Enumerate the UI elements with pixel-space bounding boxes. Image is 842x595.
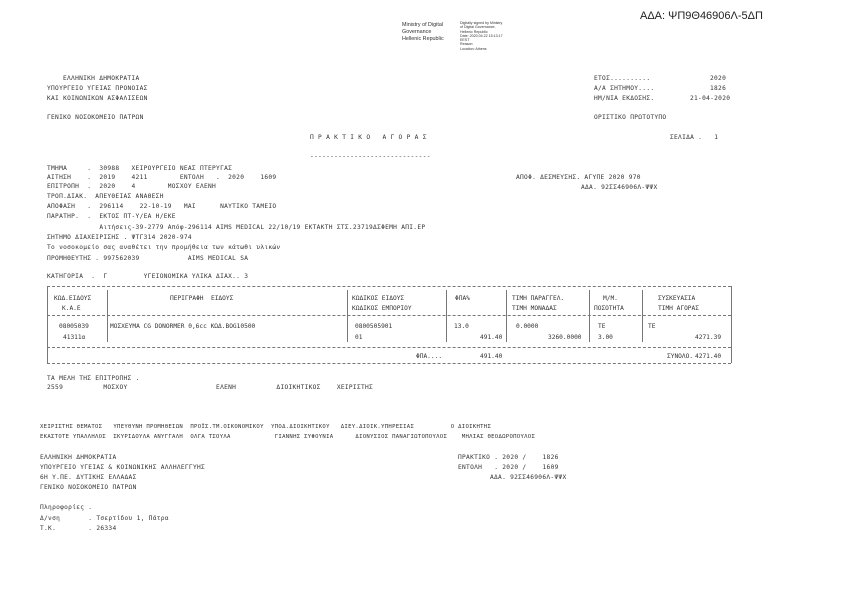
page-number: ΣΕΛΙΔΑ . 1 bbox=[670, 134, 719, 141]
row-kae: 41311α bbox=[63, 334, 86, 341]
info-line-10: ΠΡΟΜΗΘΕΥΤΗΣ . 997562039 AIMS MEDICAL SA bbox=[47, 255, 249, 262]
row-order-price: 0.0000 bbox=[516, 323, 539, 330]
header-item-id: ΚΩΔΙΚΟΣ ΕΙΔΟΥΣ bbox=[352, 295, 405, 302]
category-line: ΚΑΤΗΓΟΡΙΑ . Γ ΥΓΕΙΟΝΟΜΙΚΑ ΥΛΙΚΑ ΔΙΑΧ.. 3 bbox=[47, 273, 249, 280]
vat-total-value: 491.40 bbox=[480, 353, 503, 360]
title-underline: ------------------------------ bbox=[310, 153, 431, 160]
header-packaging: ΣΥΣΚΕΥΑΣΙΑ bbox=[658, 295, 696, 302]
footer-left-2: ΥΠΟΥΡΓΕΙΟ ΥΓΕΙΑΣ & ΚΟΙΝΩΝΙΚΗΣ ΑΛΛΗΛΕΓΓΥΗΣ bbox=[40, 464, 206, 471]
vat-total-label: ΦΠΑ.... bbox=[416, 353, 443, 360]
row-quantity: 3.00 bbox=[598, 334, 613, 341]
row-purchase-price: 4271.39 bbox=[695, 334, 722, 341]
footer-left-1: ΕΛΛΗΝΙΚΗ ΔΗΜΟΚΡΑΤΙΑ bbox=[40, 454, 117, 461]
info-line-6: ΠΑΡΑΤΗΡ. . ΕΚΤΟΣ ΠΤ-Υ/ΕΑ Η/ΕΚΕ bbox=[47, 213, 176, 220]
header-quantity: ΠΟΣΟΤΗΤΑ bbox=[594, 305, 624, 312]
original-copy: ΟΡΙΣΤΙΚΟ ΠΡΩΤΟΤΥΠΟ bbox=[594, 114, 667, 121]
document-title: Π Ρ Α Κ Τ Ι Κ Ο Α Γ Ο Ρ Α Σ bbox=[310, 134, 427, 141]
info-line-7: Αιτήσεις-39-2779 Απόφ-296114 AIMS MEDICAL 22/10/19 ΕΚΤΑΚΤΗ ΣΤΣ.23719ΔΣΦΕΜΗ ΑΠΙ.ΕΡ bbox=[47, 224, 426, 231]
footer-report-ref: ΠΡΑΚΤΙΚΟ . 2020 / 1826 bbox=[458, 454, 559, 461]
ada-code: ΑΔΑ: ΨΠ9Θ46906Λ-5ΔΠ bbox=[640, 10, 763, 22]
info-line-4: ΤΡΟΠ.ΔΙΑΚ. ΑΠΕΥΘΕΙΑΣ ΑΝΑΘΕΣΗ bbox=[47, 193, 164, 200]
header-unit-price: ΤΙΜΗ ΜΟΝΑΔΑΣ bbox=[512, 305, 557, 312]
row-vat-amount: 491.40 bbox=[480, 334, 503, 341]
info-line-5: ΑΠΟΦΑΣΗ . 296114 22-10-19 ΜΑΙ ΝΑΥΤΙΚΟ ΤΑΜΕΙΟ bbox=[47, 203, 277, 210]
commitment-ada: ΑΔΑ. 92ΣΣ46906Λ-ΨΨΧ bbox=[581, 184, 658, 191]
row-item-code: 08005039 bbox=[59, 323, 89, 330]
contact-address: Δ/νση . Τσερτίδου 1, Πάτρα bbox=[40, 515, 169, 522]
contact-postcode: Τ.Κ. . 26334 bbox=[40, 525, 117, 532]
row-unit: ΤΕ bbox=[598, 323, 606, 330]
row-vat-rate: 13.0 bbox=[454, 323, 469, 330]
row-unit-price: 3260.0000 bbox=[548, 334, 582, 341]
info-line-2: ΑΙΤΗΣΗ . 2019 4211 ΕΝΤΟΛΗ . 2020 1609 bbox=[47, 174, 277, 181]
header-vendor-code: ΚΩΔΙΚΟΣ ΕΜΠΟΡΙΟΥ bbox=[352, 305, 412, 312]
contact-heading: Πληροφορίες . bbox=[40, 504, 93, 511]
row-packaging: ΤΕ bbox=[648, 323, 656, 330]
signatory-titles: ΧΕΙΡΙΣΤΗΣ ΘΕΜΑΤΟΣ ΥΠΕΥΘΥΝΗ ΠΡΟΜΗΘΕΙΩΝ ΠΡΟΪΣ.ΤΜ.ΟΙΚΟΝΟΜΙΚΟΥ ΥΠΟΔ.ΔΙΟΙΚΗΤΙΚΟΥ ΔΙΕΥ.ΔΙΟΙΚ.ΥΠΗΡΕΣΙΑΣ Ο ΔΙΟΙΚΗΤΗΣ bbox=[40, 424, 492, 430]
serial-value: 1826 bbox=[710, 85, 727, 92]
header-vat: ΦΠΑ% bbox=[455, 295, 470, 302]
committee-heading: ΤΑ ΜΕΛΗ ΤΗΣ ΕΠΙΤΡΟΠΗΣ . bbox=[47, 375, 140, 382]
header-order-price: ΤΙΜΗ ΠΑΡΑΓΓΕΛ. bbox=[512, 295, 565, 302]
info-line-9: Το νοσοκομείο σας αναθέτει την προμήθεια των κάτωθι υλικών bbox=[47, 244, 281, 251]
committee-member: 2559 ΜΟΣΧΟΥ ΕΛΕΝΗ ΔΙΟΙΚΗΤΙΚΟΣ ΧΕΙΡΙΣΤΗΣ bbox=[47, 384, 374, 391]
info-line-3: ΕΠΙΤΡΟΠΗ . 2020 4 ΜΟΣΧΟΥ ΕΛΕΝΗ bbox=[47, 183, 217, 190]
row-vendor-code: 01 bbox=[355, 334, 363, 341]
commitment-decision: ΑΠΟΦ. ΔΕΣΜΕΥΣΗΣ. ΑΓΥΠΕ 2020 970 bbox=[516, 174, 641, 181]
year-value: 2020 bbox=[710, 75, 727, 82]
header-left-1: ΕΛΛΗΝΙΚΗ ΔΗΜΟΚΡΑΤΙΑ bbox=[63, 75, 140, 82]
header-kae: Κ.Α.Ε bbox=[62, 305, 81, 312]
header-description: ΠΕΡΙΓΡΑΦΗ ΕΙΔΟΥΣ bbox=[170, 295, 234, 302]
header-item-code: ΚΩΔ.ΕΙΔΟΥΣ bbox=[54, 295, 92, 302]
info-line-1: ΤΜΗΜΑ . 30988 ΧΕΙΡΟΥΡΓΕΙΟ ΝΕΑΣ ΠΤΕΡΥΓΑΣ bbox=[47, 165, 233, 172]
signatory-names: ΕΚΑΣΤΟΤΕ ΥΠΑΛΛΗΛΟΣ ΣΚΥΡΙΔΟΥΛΑ ΑΝΥΓΓΑΛΗ ΟΛΓΑ ΤΣΟΥΛΑ ΓΙΑΝΝΗΣ ΣΥΦΟΥΝΙΑ ΔΙΟΝΥΣΙΟΣ ΠΑΝΑΓΙΩΤΟΠΟΥΛΟΣ ΜΗΛΙΑΣ ΘΕΟΔΩΡΟΠΟΥΛΟΣ bbox=[40, 434, 536, 440]
signature-org: Ministry of Digital Governance Hellenic Republic bbox=[402, 22, 444, 42]
row-item-id: 0800505901 bbox=[355, 323, 393, 330]
header-left-2: ΥΠΟΥΡΓΕΙΟ ΥΓΕΙΑΣ ΠΡΟΝΟΙΑΣ bbox=[47, 85, 148, 92]
year-label: ΕΤΟΣ.......... bbox=[594, 75, 651, 82]
footer-ada: ΑΔΑ. 92ΣΣ46906Λ-ΨΨΧ bbox=[490, 474, 567, 481]
digital-signature bbox=[402, 21, 503, 75]
footer-left-3: 6Η Υ.ΠΕ. ΔΥΤΙΚΗΣ ΕΛΛΑΔΑΣ bbox=[40, 474, 137, 481]
info-line-8: ΣΗΤΗΜΟ ΔΙΑΧΕΙΡΙΣΗΣ . ΨΤΓ314 2020-974 bbox=[47, 234, 192, 241]
footer-left-4: ΓΕΝΙΚΟ ΝΟΣΟΚΟΜΕΙΟ ΠΑΤΡΩΝ bbox=[40, 484, 137, 491]
grand-total-label: ΣΥΝΟΛΟ. bbox=[667, 353, 694, 360]
issue-date-value: 21-04-2020 bbox=[690, 95, 731, 102]
signature-details: Digitally signed by Ministry of Digital Governance, Hellenic Republic Date: 2020.04.22 15:13:17 EEST Reason: Location: Athens bbox=[460, 21, 503, 51]
grand-total-value: 4271.40 bbox=[695, 353, 722, 360]
hospital-name: ΓΕΝΙΚΟ ΝΟΣΟΚΟΜΕΙΟ ΠΑΤΡΩΝ bbox=[47, 114, 144, 121]
header-purchase-price: ΤΙΜΗ ΑΓΟΡΑΣ bbox=[658, 305, 699, 312]
footer-order-ref: ΕΝΤΟΛΗ . 2020 / 1609 bbox=[458, 464, 559, 471]
row-description: ΜΟΣΧΕΥΜΑ CG DONORMER 0,6cc ΚΩΔ.BOG10500 bbox=[110, 323, 256, 330]
issue-date-label: ΗΜ/ΝΙΑ ΕΚΔΟΣΗΣ. bbox=[594, 95, 655, 102]
header-unit: Μ/Μ. bbox=[603, 295, 618, 302]
serial-label: Α/Α ΣΗΤΗΜΟΥ.... bbox=[594, 85, 655, 92]
header-left-3: ΚΑΙ ΚΟΙΝΩΝΙΚΩΝ ΑΣΦΑΛΙΣΕΩΝ bbox=[47, 95, 148, 102]
